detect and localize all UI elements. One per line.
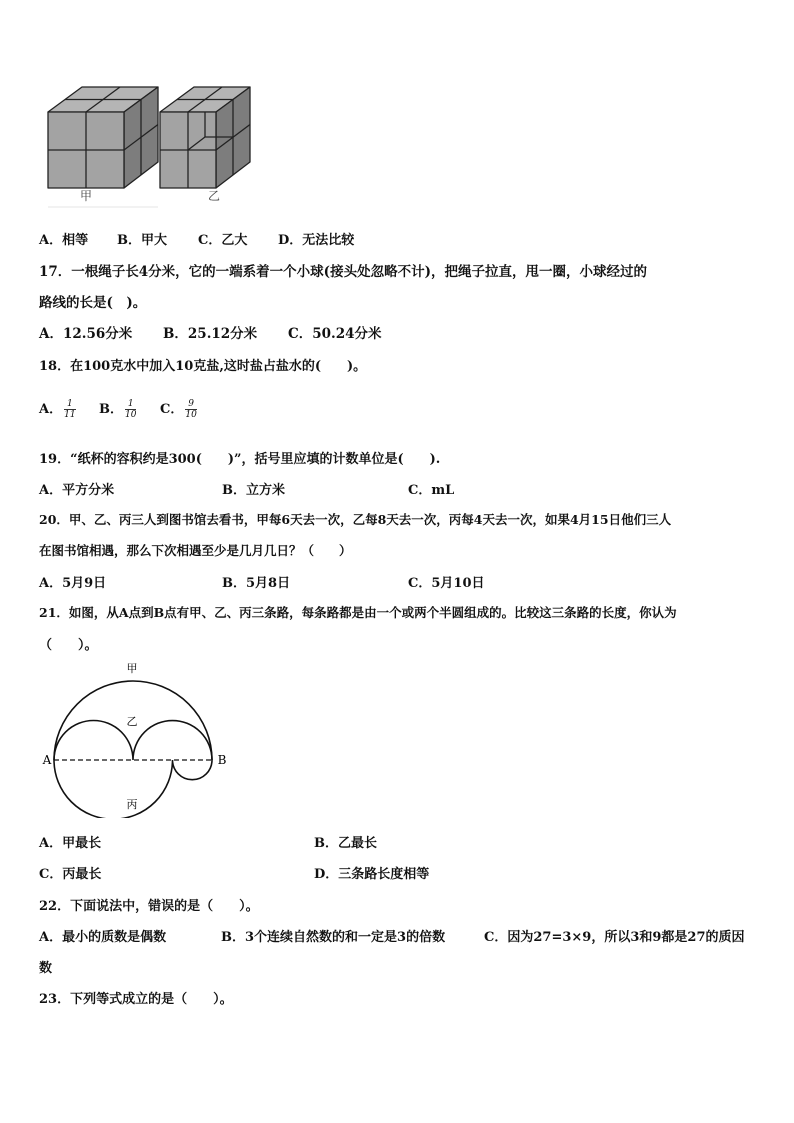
q21-option-a: A．甲最长 — [39, 836, 102, 851]
label-a: A — [42, 753, 52, 767]
cube-figures — [38, 82, 268, 210]
q18-option-a-label: A． — [39, 402, 63, 417]
q21-option-c: C．丙最长 — [39, 867, 102, 882]
q18-option-c-fraction — [185, 399, 196, 420]
label-yi: 乙 — [126, 715, 138, 728]
cube-yi — [160, 87, 250, 188]
fraction-denominator: 11 — [64, 410, 76, 420]
q19-stem: 19．“纸杯的容积约是300( )”，括号里应填的计数单位是( ). — [39, 452, 441, 467]
q22-stem: 22．下面说法中，错误的是（ ）。 — [39, 899, 259, 914]
q22-option-a: A．最小的质数是偶数 — [39, 930, 167, 945]
q21-stem-line2: （ ）。 — [39, 638, 98, 653]
q18-option-a — [39, 398, 76, 420]
q16-option-c: C．乙大 — [198, 233, 248, 248]
q17-option-a: A．12.56分米 — [39, 326, 133, 342]
q18-option-c — [160, 398, 197, 420]
q17-option-b: B．25.12分米 — [163, 326, 258, 342]
q20-stem-line2: 在图书馆相遇，那么下次相遇至少是几月几日？（ ） — [39, 543, 352, 558]
q16-option-b: B．甲大 — [117, 233, 167, 248]
fraction-numerator: 1 — [125, 399, 136, 410]
q19-option-a: A．平方分米 — [39, 483, 115, 498]
q18-option-b-fraction — [125, 399, 136, 420]
q18-option-c-label: C． — [160, 402, 184, 417]
q16-option-d: D．无法比较 — [278, 233, 355, 248]
q23-stem: 23．下列等式成立的是（ ）。 — [39, 992, 233, 1007]
cube-jia — [48, 87, 158, 188]
q19-option-b: B．立方米 — [222, 483, 285, 498]
q22-option-c: C．因为27=3×9，所以3和9都是27的质因 — [484, 930, 745, 945]
q17-option-c: C．50.24分米 — [288, 326, 382, 342]
q22-option-b: B．3个连续自然数的和一定是3的倍数 — [221, 930, 446, 945]
fig-label-jia: 甲 — [79, 189, 93, 203]
fraction-denominator: 10 — [185, 410, 197, 420]
fraction-numerator: 1 — [64, 399, 75, 410]
q19-option-c: C．mL — [408, 483, 455, 498]
q22-option-c-wrap: 数 — [39, 961, 53, 976]
q17-stem-line1: 17．一根绳子长4分米，它的一端系着一个小球(接头处忽略不计)，把绳子拉直，甩一圈，小球经过的 — [39, 264, 647, 280]
q17-stem-line2: 路线的长是( )。 — [39, 295, 147, 311]
label-jia: 甲 — [126, 662, 138, 675]
q18-option-a-fraction — [64, 399, 75, 420]
q21-option-d: D．三条路长度相等 — [314, 867, 430, 882]
fraction-denominator: 10 — [125, 410, 137, 420]
q20-option-a: A．5月9日 — [39, 576, 107, 591]
label-b: B — [217, 753, 227, 767]
fig-label-yi: 乙 — [207, 189, 221, 203]
q21-stem-line1: 21．如图，从A点到B点有甲、乙、丙三条路，每条路都是由一个或两个半圆组成的。比较这三条路的长度，你认为 — [39, 605, 677, 620]
label-bing: 丙 — [126, 798, 138, 811]
q18-option-b-label: B． — [99, 402, 123, 417]
q16-option-a: A．相等 — [39, 233, 89, 248]
q20-option-b: B．5月8日 — [222, 576, 291, 591]
q21-option-b: B．乙最长 — [314, 836, 377, 851]
path-figure — [36, 658, 236, 818]
fraction-numerator: 9 — [185, 399, 196, 410]
q20-stem-line1: 20．甲、乙、丙三人到图书馆去看书，甲每6天去一次，乙每8天去一次，丙每4天去一次，如果4月15日他们三人 — [39, 512, 672, 527]
q18-stem: 18．在100克水中加入10克盐,这时盐占盐水的( )。 — [39, 359, 367, 374]
q18-option-b — [99, 398, 136, 420]
q20-option-c: C．5月10日 — [408, 576, 485, 591]
